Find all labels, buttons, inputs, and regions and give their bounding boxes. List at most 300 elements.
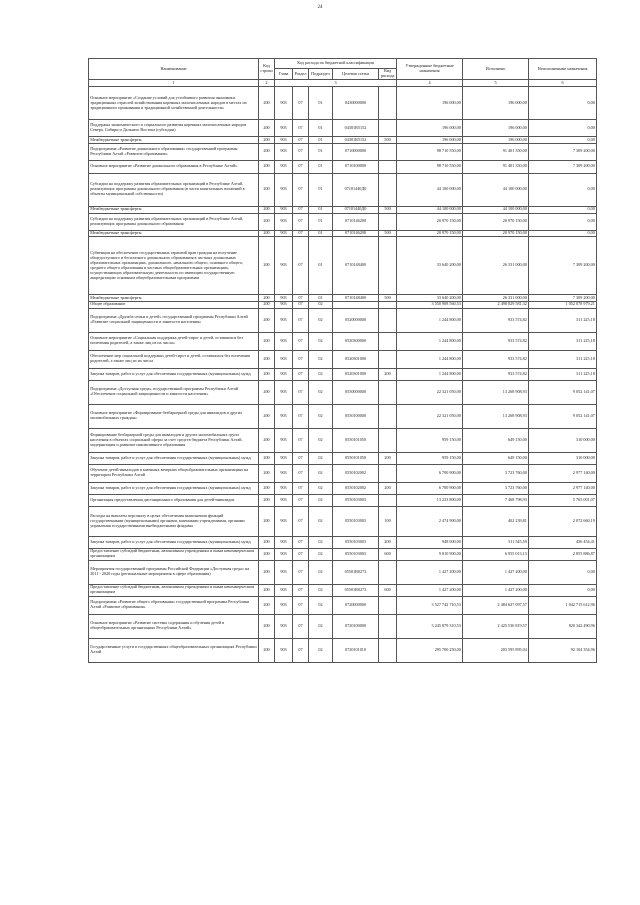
- row-executed: 1 427 200,00: [463, 584, 529, 596]
- row-unexecuted: 311 225,18: [529, 368, 597, 380]
- row-name: Основное мероприятие «Создание условий для устойчивого развития экономики традиционных отраслей хозяйствования коренных малочисленных народов в местах их традиционного проживания и традиционной хозяйственной деятельности»: [89, 87, 259, 120]
- row-chapter: 903: [275, 301, 293, 308]
- row-approved: 20 970 150,00: [397, 230, 463, 237]
- row-approved: 98 710 550,00: [397, 143, 463, 160]
- row-chapter: 903: [275, 206, 293, 213]
- row-unexecuted: 1 042 715 612,96: [529, 596, 597, 614]
- row-approved: 196 000,00: [397, 137, 463, 144]
- row-chapter: 903: [275, 494, 293, 506]
- row-section: 07: [293, 614, 309, 638]
- row-name: Основное мероприятие «Развитие дошкольного образования в Республике Алтай»: [89, 160, 259, 173]
- row-name: Основное мероприятие «Развитие системы содержания и обучения детей в общеобразовательных организациях Республики Алтай»: [89, 614, 259, 638]
- row-name: Межбюджетные трансферты: [89, 295, 259, 302]
- header-unexecuted: Неисполненные назначения: [529, 59, 597, 80]
- row-unexecuted: 7 309 200,00: [529, 237, 597, 295]
- table-row: [89, 143, 597, 160]
- row-section: 07: [293, 301, 309, 308]
- row-section: 07: [293, 160, 309, 173]
- row-unexecuted: 310 000,00: [529, 452, 597, 464]
- row-expense-type: [379, 638, 397, 662]
- row-target: 0550102002: [333, 482, 379, 494]
- row-subsection: 01: [309, 173, 333, 206]
- row-section: 07: [293, 143, 309, 160]
- row-code: 200: [259, 308, 275, 332]
- row-subsection: 02: [309, 308, 333, 332]
- row-subsection: 01: [309, 120, 333, 137]
- row-executed: 2 425 536 819,57: [463, 614, 529, 638]
- row-approved: 6 700 900,00: [397, 482, 463, 494]
- row-subsection: 01: [309, 237, 333, 295]
- row-expense-type: [379, 428, 397, 452]
- row-chapter: 903: [275, 368, 293, 380]
- row-target: 0430000000: [333, 87, 379, 120]
- row-target: 0550103003: [333, 506, 379, 536]
- row-chapter: 903: [275, 213, 293, 230]
- row-target: 0710148400: [333, 295, 379, 302]
- row-subsection: 01: [309, 87, 333, 120]
- table-row: [89, 368, 597, 380]
- row-approved: 44 100 000,00: [397, 173, 463, 206]
- row-chapter: 903: [275, 452, 293, 464]
- row-subsection: 02: [309, 301, 333, 308]
- row-name: Закупка товаров, работ и услуг для обеспечения государственных (муниципальных) нужд: [89, 536, 259, 548]
- row-section: 07: [293, 308, 309, 332]
- header-code-line: Код строки: [259, 59, 275, 80]
- row-expense-type: 600: [379, 548, 397, 560]
- row-subsection: 02: [309, 464, 333, 482]
- row-expense-type: [379, 404, 397, 428]
- row-chapter: 903: [275, 160, 293, 173]
- row-code: 200: [259, 536, 275, 548]
- row-approved: 6 700 900,00: [397, 464, 463, 482]
- row-code: 200: [259, 380, 275, 404]
- row-expense-type: 500: [379, 230, 397, 237]
- row-section: 07: [293, 506, 309, 536]
- row-expense-type: [379, 160, 397, 173]
- row-executed: 13 268 908,93: [463, 380, 529, 404]
- row-unexecuted: 311 225,18: [529, 308, 597, 332]
- row-name: Обеспечение мер социальной поддержки детей-сирот и детей, оставшихся без попечения родителей, а также лиц из их числа: [89, 350, 259, 368]
- row-subsection: 02: [309, 368, 333, 380]
- row-unexecuted: 0,00: [529, 230, 597, 237]
- page-number: 24: [317, 5, 323, 10]
- row-subsection: 02: [309, 536, 333, 548]
- table-row: [89, 560, 597, 584]
- table-row: [89, 332, 597, 350]
- row-unexecuted: 0,00: [529, 137, 597, 144]
- row-chapter: 903: [275, 120, 293, 137]
- row-subsection: 02: [309, 428, 333, 452]
- row-executed: 91 401 350,00: [463, 143, 529, 160]
- table-row: [89, 506, 597, 536]
- row-section: 07: [293, 120, 309, 137]
- row-executed: 26 331 000,00: [463, 237, 529, 295]
- row-chapter: 903: [275, 350, 293, 368]
- row-executed: 402 239,81: [463, 506, 529, 536]
- row-target: 07101440Д0: [333, 206, 379, 213]
- row-subsection: 02: [309, 506, 333, 536]
- row-name: Подпрограмма «Дружба семьи и детей» государственной программы Республики Алтай «Развитие социальной защищенности и занятости населения»: [89, 308, 259, 332]
- column-index: 1: [89, 80, 259, 87]
- row-expense-type: [379, 213, 397, 230]
- row-name: Межбюджетные трансферты: [89, 230, 259, 237]
- row-approved: 295 700 250,00: [397, 638, 463, 662]
- row-unexecuted: 7 309 200,00: [529, 160, 597, 173]
- row-target: 0550103003: [333, 494, 379, 506]
- table-row: [89, 137, 597, 144]
- row-section: 07: [293, 482, 309, 494]
- row-name: Межбюджетные трансферты: [89, 206, 259, 213]
- table-row: [89, 206, 597, 213]
- row-subsection: 02: [309, 350, 333, 368]
- row-chapter: 903: [275, 560, 293, 584]
- row-executed: 511 545,59: [463, 536, 529, 548]
- row-subsection: 01: [309, 230, 333, 237]
- column-index: 4: [397, 80, 463, 87]
- table-row: [89, 404, 597, 428]
- row-unexecuted: 0,00: [529, 87, 597, 120]
- row-expense-type: [379, 308, 397, 332]
- row-target: 07101440Д0: [333, 173, 379, 206]
- row-section: 07: [293, 173, 309, 206]
- row-subsection: 01: [309, 160, 333, 173]
- row-code: 200: [259, 143, 275, 160]
- row-unexecuted: 0,00: [529, 173, 597, 206]
- row-subsection: 02: [309, 380, 333, 404]
- row-chapter: 903: [275, 295, 293, 302]
- row-code: 200: [259, 137, 275, 144]
- row-chapter: 903: [275, 548, 293, 560]
- row-unexecuted: 311 225,18: [529, 350, 597, 368]
- table-row: [89, 482, 597, 494]
- table-row: [89, 120, 597, 137]
- row-chapter: 903: [275, 137, 293, 144]
- row-expense-type: 500: [379, 137, 397, 144]
- table-row: [89, 173, 597, 206]
- table-row: [89, 548, 597, 560]
- row-approved: 3 245 879 310,53: [397, 614, 463, 638]
- column-index: 3: [275, 80, 397, 87]
- row-code: 200: [259, 332, 275, 350]
- row-approved: 1 427 200,00: [397, 584, 463, 596]
- row-executed: 196 000,00: [463, 137, 529, 144]
- row-section: 07: [293, 560, 309, 584]
- row-section: 07: [293, 295, 309, 302]
- row-section: 07: [293, 638, 309, 662]
- row-expense-type: [379, 464, 397, 482]
- row-section: 07: [293, 213, 309, 230]
- row-section: 07: [293, 332, 309, 350]
- header-classification: Код расхода по бюджетной классификации: [275, 59, 397, 69]
- table-row: [89, 464, 597, 482]
- row-executed: 44 100 000,00: [463, 173, 529, 206]
- row-chapter: 903: [275, 596, 293, 614]
- row-name: Субсидии на поддержку развития образовательных организаций в Республике Алтай, реализующих программы дошкольного образования (в части капитальных вложений в объекты муниципальной собственности): [89, 173, 259, 206]
- row-name: Государственные услуги в государственных общеобразовательных организациях Республики Алтай: [89, 638, 259, 662]
- row-target: 04301R5152: [333, 137, 379, 144]
- row-approved: 44 100 000,00: [397, 206, 463, 213]
- row-unexecuted: 0,00: [529, 584, 597, 596]
- row-approved: 33 640 200,00: [397, 295, 463, 302]
- row-target: 0710146200: [333, 213, 379, 230]
- row-unexecuted: 310 000,00: [529, 428, 597, 452]
- row-executed: 7 468 798,93: [463, 494, 529, 506]
- row-code: 200: [259, 295, 275, 302]
- row-code: 200: [259, 350, 275, 368]
- row-code: 200: [259, 548, 275, 560]
- row-target: 0720101010: [333, 638, 379, 662]
- row-subsection: 01: [309, 137, 333, 144]
- column-index: 5: [463, 80, 529, 87]
- table-row: [89, 452, 597, 464]
- row-unexecuted: 820 342 490,96: [529, 614, 597, 638]
- row-executed: 649 150,00: [463, 428, 529, 452]
- row-code: 200: [259, 301, 275, 308]
- row-code: 200: [259, 206, 275, 213]
- row-code: 200: [259, 596, 275, 614]
- row-target: 05501R0273: [333, 584, 379, 596]
- row-chapter: 903: [275, 87, 293, 120]
- row-chapter: 903: [275, 404, 293, 428]
- header-expense-type: Вид расхода: [379, 68, 397, 80]
- row-section: 07: [293, 368, 309, 380]
- row-section: 07: [293, 596, 309, 614]
- header-executed: Исполнено: [463, 59, 529, 80]
- row-expense-type: 600: [379, 584, 397, 596]
- row-target: 0710148400: [333, 237, 379, 295]
- row-expense-type: [379, 120, 397, 137]
- row-code: 200: [259, 213, 275, 230]
- row-target: 0520301000: [333, 368, 379, 380]
- row-target: 0550102002: [333, 464, 379, 482]
- row-unexecuted: 5 765 001,07: [529, 494, 597, 506]
- row-chapter: 903: [275, 536, 293, 548]
- table-row: [89, 494, 597, 506]
- row-chapter: 903: [275, 332, 293, 350]
- row-executed: 1 427 200,00: [463, 560, 529, 584]
- row-code: 200: [259, 560, 275, 584]
- row-target: 0550100000: [333, 404, 379, 428]
- row-code: 200: [259, 237, 275, 295]
- row-executed: 933 574,82: [463, 308, 529, 332]
- row-unexecuted: 2 977 140,00: [529, 482, 597, 494]
- row-code: 200: [259, 482, 275, 494]
- header-section: Раздел: [293, 68, 309, 80]
- row-expense-type: 200: [379, 368, 397, 380]
- row-name: Организация предоставления дистанционного образования для детей-инвалидов: [89, 494, 259, 506]
- row-code: 200: [259, 404, 275, 428]
- row-expense-type: 200: [379, 536, 397, 548]
- row-subsection: 01: [309, 295, 333, 302]
- row-executed: 20 970 150,00: [463, 230, 529, 237]
- row-name: Основное мероприятие «Формирование безбарьерной среды для инвалидов и других маломобильных граждан»: [89, 404, 259, 428]
- row-name: Закупка товаров, работ и услуг для обеспечения государственных (муниципальных) нужд: [89, 368, 259, 380]
- row-executed: 3 723 760,00: [463, 464, 529, 482]
- row-code: 200: [259, 506, 275, 536]
- row-approved: 2 474 900,00: [397, 506, 463, 536]
- row-unexecuted: 0,00: [529, 560, 597, 584]
- row-expense-type: [379, 87, 397, 120]
- row-name: Закупка товаров, работ и услуг для обеспечения государственных (муниципальных) нужд: [89, 452, 259, 464]
- row-subsection: 02: [309, 548, 333, 560]
- row-target: 0520000000: [333, 308, 379, 332]
- table-row: [89, 213, 597, 230]
- row-section: 07: [293, 404, 309, 428]
- table-row: [89, 428, 597, 452]
- row-unexecuted: 311 225,18: [529, 332, 597, 350]
- row-section: 07: [293, 87, 309, 120]
- row-approved: 33 640 200,00: [397, 237, 463, 295]
- table-row: [89, 87, 597, 120]
- row-section: 07: [293, 494, 309, 506]
- budget-execution-table: [88, 58, 597, 663]
- row-approved: 1 244 800,00: [397, 350, 463, 368]
- row-name: Предоставление субсидий бюджетным, автономным учреждениям и иным некоммерческим организациям: [89, 548, 259, 560]
- row-section: 07: [293, 230, 309, 237]
- row-name: Подпрограмма «Развитие общего образования» государственной программы Республики Алтай «Развитие образования»: [89, 596, 259, 614]
- row-approved: 196 000,00: [397, 120, 463, 137]
- row-executed: 203 595 895,04: [463, 638, 529, 662]
- row-unexecuted: 0,00: [529, 120, 597, 137]
- row-approved: 948 000,00: [397, 536, 463, 548]
- row-approved: 3 550 908 560,53: [397, 301, 463, 308]
- row-expense-type: 200: [379, 482, 397, 494]
- row-subsection: 01: [309, 143, 333, 160]
- row-expense-type: 100: [379, 506, 397, 536]
- row-chapter: 903: [275, 428, 293, 452]
- header-approved: Утвержденные бюджетные назначения: [397, 59, 463, 80]
- row-name: Межбюджетные трансферты: [89, 137, 259, 144]
- row-code: 200: [259, 173, 275, 206]
- row-name: Основное мероприятие «Социальная поддержка детей-сирот и детей, оставшихся без попечения родителей, а также лиц из их числа»: [89, 332, 259, 350]
- row-expense-type: [379, 143, 397, 160]
- row-executed: 196 000,00: [463, 87, 529, 120]
- row-executed: 933 574,82: [463, 368, 529, 380]
- row-section: 07: [293, 584, 309, 596]
- row-name: Предоставление субсидий бюджетным, автономным учреждениям и иным некоммерческим организациям: [89, 584, 259, 596]
- row-expense-type: [379, 237, 397, 295]
- row-name: Расходы на выплаты персоналу в целях обеспечения выполнения функций государственными (муниципальными) органами, казенными учреждениями, органами управления государственными внебюджетными фондами: [89, 506, 259, 536]
- row-section: 07: [293, 548, 309, 560]
- table-row: [89, 638, 597, 662]
- row-target: 0710000000: [333, 143, 379, 160]
- row-expense-type: [379, 560, 397, 584]
- row-target: 0720000000: [333, 596, 379, 614]
- row-approved: 959 150,00: [397, 452, 463, 464]
- row-name: Подпрограмма «Доступная среда» государственной программы Республики Алтай «Обеспечение социальной защищенности и занятости населения»: [89, 380, 259, 404]
- row-subsection: 01: [309, 213, 333, 230]
- table-row: [89, 160, 597, 173]
- row-unexecuted: 0,00: [529, 206, 597, 213]
- row-executed: 26 331 000,00: [463, 295, 529, 302]
- row-unexecuted: 7 309 200,00: [529, 295, 597, 302]
- row-name: Общее образование: [89, 301, 259, 308]
- row-code: 200: [259, 368, 275, 380]
- table-row: [89, 380, 597, 404]
- row-code: 200: [259, 614, 275, 638]
- row-approved: 959 150,00: [397, 428, 463, 452]
- row-expense-type: [379, 614, 397, 638]
- row-approved: 1 244 800,00: [397, 332, 463, 350]
- row-chapter: 903: [275, 584, 293, 596]
- row-executed: 20 970 150,00: [463, 213, 529, 230]
- row-subsection: 02: [309, 404, 333, 428]
- row-expense-type: [379, 173, 397, 206]
- row-expense-type: [379, 332, 397, 350]
- table-row: [89, 596, 597, 614]
- row-approved: 13 233 800,00: [397, 494, 463, 506]
- row-name: Формирование безбарьерной среды для инвалидов и других маломобильных групп населения в объектах социальной сферы за счет средств бюджета Республики Алтай, модернизация и развитие инклюзивного образования: [89, 428, 259, 452]
- header-subsection: Подраздел: [309, 68, 333, 80]
- row-section: 07: [293, 428, 309, 452]
- row-section: 07: [293, 536, 309, 548]
- row-code: 200: [259, 452, 275, 464]
- row-chapter: 903: [275, 482, 293, 494]
- row-approved: 22 321 050,00: [397, 380, 463, 404]
- row-name: Закупка товаров, работ и услуг для обеспечения государственных (муниципальных) нужд: [89, 482, 259, 494]
- header-name: Наименование: [89, 59, 259, 80]
- row-approved: 1 427 200,00: [397, 560, 463, 584]
- row-expense-type: [379, 350, 397, 368]
- row-section: 07: [293, 206, 309, 213]
- row-subsection: 02: [309, 332, 333, 350]
- row-section: 07: [293, 237, 309, 295]
- row-subsection: 01: [309, 206, 333, 213]
- row-executed: 649 150,00: [463, 452, 529, 464]
- table-row: [89, 536, 597, 548]
- row-chapter: 903: [275, 308, 293, 332]
- table-row: [89, 308, 597, 332]
- row-code: 200: [259, 464, 275, 482]
- row-name: Субвенции на обеспечение государственных гарантий прав граждан на получение общедоступного и бесплатного дошкольного образования в частных дошкольных образовательных организациях, дошкольного, начального общего, основного общего, среднего общего образования в частных общеобразовательных организациях, осуществляющих образовательную деятельность по имеющим государственную аккредитацию основным общеобразовательным программам: [89, 237, 259, 295]
- row-expense-type: 200: [379, 452, 397, 464]
- row-expense-type: 500: [379, 206, 397, 213]
- row-expense-type: [379, 301, 397, 308]
- row-subsection: 02: [309, 638, 333, 662]
- table-row: [89, 230, 597, 237]
- row-subsection: 02: [309, 584, 333, 596]
- row-target: 0550101050: [333, 428, 379, 452]
- row-subsection: 02: [309, 614, 333, 638]
- row-unexecuted: 2 977 140,00: [529, 464, 597, 482]
- row-target: 0710146200: [333, 230, 379, 237]
- row-name: Мероприятия государственной программы Российской Федерации «Доступная среда» на 2011 - 2020 годы (региональные мероприятия в сфере образования): [89, 560, 259, 584]
- row-subsection: 02: [309, 482, 333, 494]
- row-name: Субсидии на поддержку развития образовательных организаций в Республике Алтай, реализующих программы дошкольного образования: [89, 213, 259, 230]
- row-expense-type: [379, 380, 397, 404]
- row-code: 200: [259, 120, 275, 137]
- row-approved: 22 321 050,00: [397, 404, 463, 428]
- row-code: 200: [259, 584, 275, 596]
- row-target: 0550103003: [333, 548, 379, 560]
- row-expense-type: 500: [379, 295, 397, 302]
- row-chapter: 903: [275, 506, 293, 536]
- row-executed: 91 401 350,00: [463, 160, 529, 173]
- row-target: 0720100000: [333, 614, 379, 638]
- row-approved: 1 244 800,00: [397, 308, 463, 332]
- row-section: 07: [293, 380, 309, 404]
- row-chapter: 903: [275, 614, 293, 638]
- table-row: [89, 350, 597, 368]
- row-section: 07: [293, 464, 309, 482]
- row-code: 200: [259, 638, 275, 662]
- row-code: 200: [259, 160, 275, 173]
- row-chapter: 903: [275, 230, 293, 237]
- table-row: [89, 301, 597, 308]
- row-section: 07: [293, 452, 309, 464]
- row-section: 07: [293, 350, 309, 368]
- row-code: 200: [259, 87, 275, 120]
